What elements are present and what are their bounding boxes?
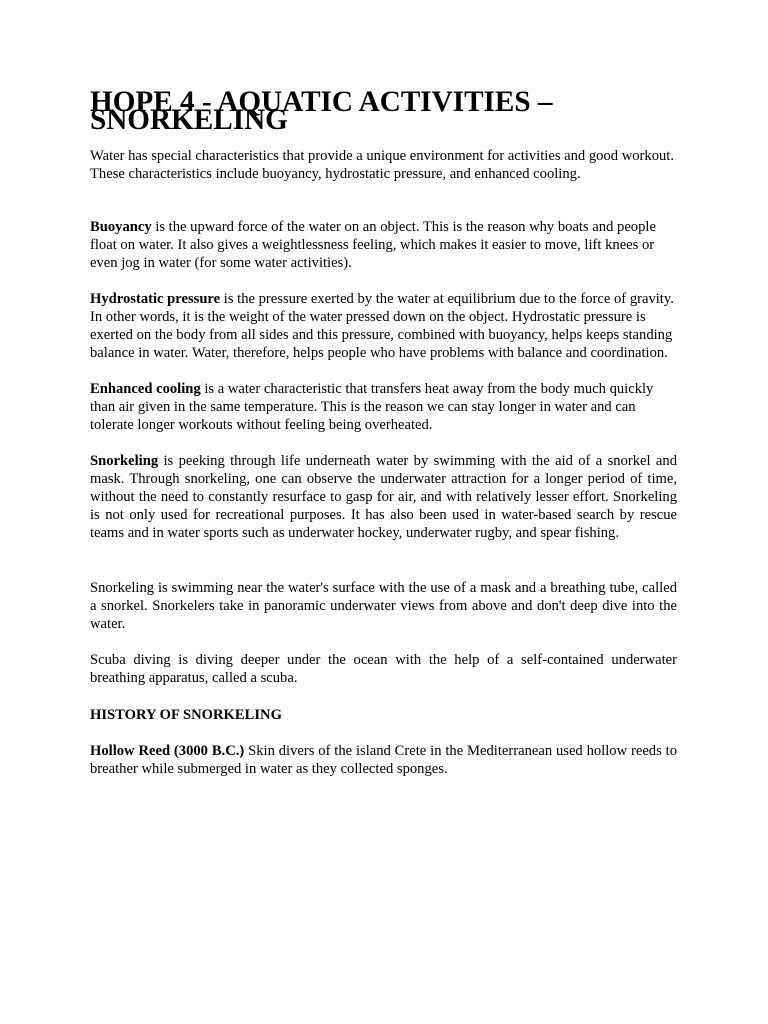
snorkeling-comparison-paragraph: Snorkeling is swimming near the water's surface with the use of a mask and a breathing tube, called a snorkel. Snorkelers take in panoramic underwater views from above and don't deep dive into the water.	[90, 580, 677, 632]
scuba-paragraph: Scuba diving is diving deeper under the ocean with the help of a self-contained underwater breathing apparatus, called a scuba.	[90, 652, 677, 686]
intro-paragraph: Water has special characteristics that provide a unique environment for activities and good workout. These characteristics include buoyancy, hydrostatic pressure, and enhanced cooling.	[90, 148, 674, 182]
history-heading: HISTORY OF SNORKELING	[90, 707, 282, 723]
cooling-term: Enhanced cooling	[90, 381, 201, 397]
document-title: HOPE 4 - AQUATIC ACTIVITIES – SNORKELING	[90, 86, 553, 136]
hydrostatic-text: is the pressure exerted by the water at equilibrium due to the force of gravity. In other words, it is the weight of the water pressed down on the object. Hydrostatic pressure is exerted on the body from all sides and this pressure, combined with buoyancy, helps keeps standing balance in water. Water, therefore, helps people who have problems with balance and coordination.	[90, 291, 674, 361]
hollow-reed-text: Skin divers of the island Crete in the Mediterranean used hollow reeds to breather while submerged in water as they collected sponges.	[90, 743, 677, 777]
hollow-reed-term: Hollow Reed (3000 B.C.)	[90, 743, 245, 759]
document-page	[90, 86, 677, 778]
hollow-reed-paragraph	[90, 742, 677, 778]
buoyancy-paragraph	[90, 218, 677, 272]
snorkeling-text: is peeking through life underneath water by swimming with the aid of a snorkel and mask. Through snorkeling, one can observe the underwater attraction for a longer period of time, without the need to constantly resurface to gasp for air, and with relatively lesser effort. Snorkeling is not only used for recreational purposes. It has also been used in water-based search by rescue teams and in water sports such as underwater hockey, underwater rugby, and spear fishing.	[90, 453, 677, 541]
cooling-paragraph	[90, 380, 677, 434]
cooling-text: is a water characteristic that transfers heat away from the body much quickly than air given in the same temperature. This is the reason we can stay longer in water and can tolerate longer workouts without feeling being overheated.	[90, 381, 654, 433]
buoyancy-text: is the upward force of the water on an object. This is the reason why boats and people float on water. It also gives a weightlessness feeling, which makes it easier to move, lift knees or even jog in water (for some water activities).	[90, 219, 656, 271]
buoyancy-term: Buoyancy	[90, 219, 152, 235]
snorkeling-definition-paragraph	[90, 452, 677, 542]
hydrostatic-term: Hydrostatic pressure	[90, 291, 221, 307]
snorkeling-term: Snorkeling	[90, 453, 159, 469]
hydrostatic-paragraph	[90, 290, 677, 362]
